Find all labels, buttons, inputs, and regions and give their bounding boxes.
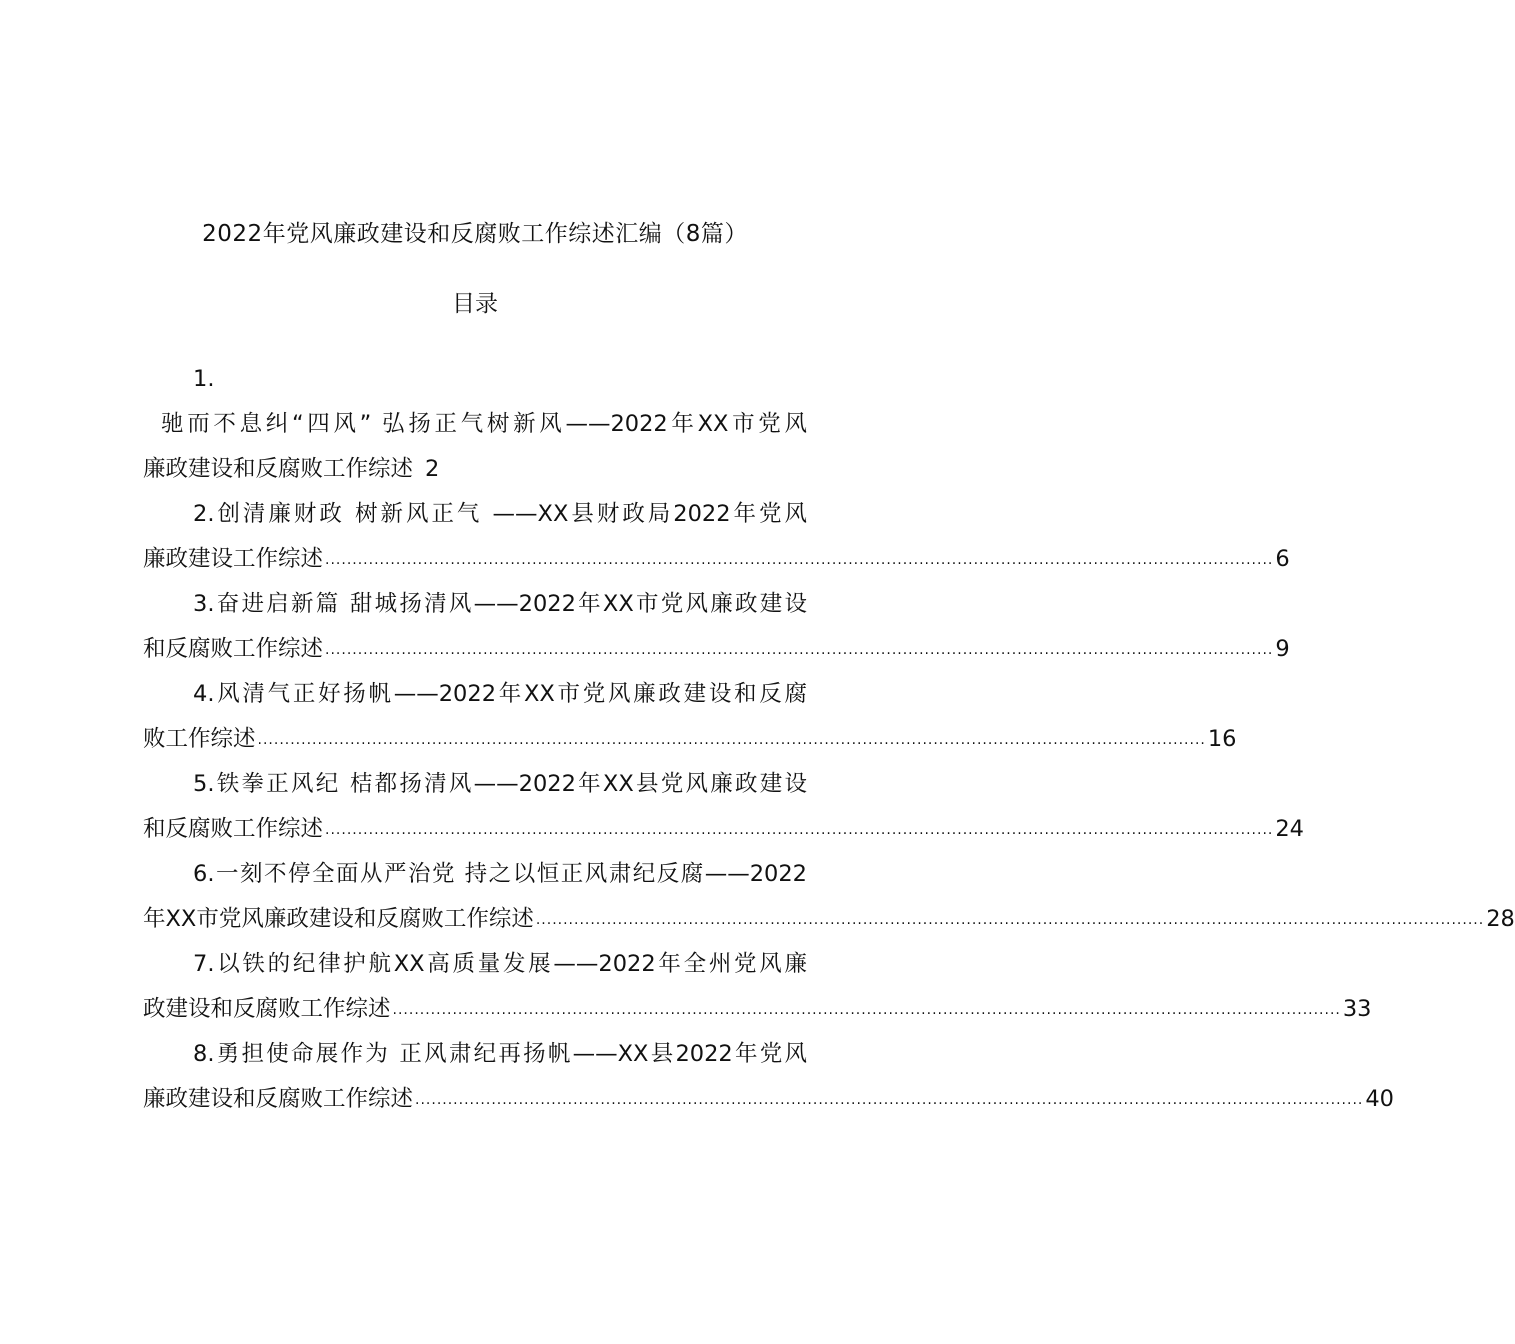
toc-entry-2[interactable] xyxy=(143,492,1290,582)
toc-entry-title-text: 政建设和反腐败工作综述 xyxy=(143,996,391,1022)
toc-entry-6[interactable] xyxy=(143,852,1515,942)
toc-entry-1[interactable] xyxy=(143,357,807,492)
toc-entry-5[interactable] xyxy=(143,762,1304,852)
document-title: 2022年党风廉政建设和反腐败工作综述汇编（8篇） xyxy=(202,221,748,247)
toc-entry-title-text: 年XX市党风廉政建设和反腐败工作综述 xyxy=(143,906,534,932)
toc-entry-page-number: 28 xyxy=(1486,906,1515,932)
toc-dot-leader: .............................................................................................................................................................................. xyxy=(325,552,1274,568)
toc-entry-page-number: 2 xyxy=(425,456,440,482)
toc-heading: 目录 xyxy=(452,291,498,317)
toc-entry-title-text: 廉政建设工作综述 xyxy=(143,546,324,572)
toc-dot-leader: .............................................................................................................................................................................. xyxy=(325,822,1274,838)
toc-dot-leader: .............................................................................................................................................................................. xyxy=(325,642,1274,658)
toc-entry-4[interactable] xyxy=(143,672,1237,762)
toc-entry-title-line1: 8.勇担使命展作为 正风肃纪再扬帆——XX县2022年党风 xyxy=(193,1041,807,1067)
toc-entry-title-line2 xyxy=(143,1077,1394,1122)
toc-entry-title-line1: 7.以铁的纪律护航XX高质量发展——2022年全州党风廉 xyxy=(193,951,807,977)
toc-entry-number: 1. xyxy=(193,366,215,392)
toc-entry-title-line2 xyxy=(143,897,1515,942)
toc-entry-page-number: 16 xyxy=(1207,726,1237,752)
toc-entry-title-line1: 6.一刻不停全面从严治党 持之以恒正风肃纪反腐——2022 xyxy=(193,861,807,887)
toc-entry-title-line2 xyxy=(143,537,1290,582)
toc-entry-title-line2 xyxy=(143,447,807,492)
toc-entry-title-text: 和反腐败工作综述 xyxy=(143,816,324,842)
toc-entry-title-line2 xyxy=(143,987,1372,1032)
toc-entry-title-line1: 驰而不息纠“四风” 弘扬正气树新风——2022年XX市党风 xyxy=(161,411,807,437)
toc-entry-title-line1: 3.奋进启新篇 甜城扬清风——2022年XX市党风廉政建设 xyxy=(193,591,807,617)
toc-dot-leader: .............................................................................................................................................................................. xyxy=(415,1092,1364,1108)
toc-entry-title-line1: 5.铁拳正风纪 桔都扬清风——2022年XX县党风廉政建设 xyxy=(193,771,807,797)
toc-entry-page-number: 24 xyxy=(1275,816,1304,842)
toc-dot-leader: .............................................................................................................................................................................. xyxy=(257,732,1206,748)
toc-entry-page-number: 33 xyxy=(1342,996,1372,1022)
toc-entry-title-line1: 4.风清气正好扬帆——2022年XX市党风廉政建设和反腐 xyxy=(193,681,807,707)
toc-entry-3[interactable] xyxy=(143,582,1290,672)
toc-entry-page-number: 40 xyxy=(1365,1086,1394,1112)
toc-entry-title-line2 xyxy=(143,717,1237,762)
toc-entry-title-text: 败工作综述 xyxy=(143,726,256,752)
toc-entry-title-line1: 2.创清廉财政 树新风正气 ——XX县财政局2022年党风 xyxy=(193,501,807,527)
toc-entry-title-text: 和反腐败工作综述 xyxy=(143,636,324,662)
toc-dot-leader: .............................................................................................................................................................................. xyxy=(535,912,1485,928)
toc-entry-title-text: 廉政建设和反腐败工作综述 xyxy=(143,456,414,482)
table-of-contents xyxy=(143,357,1515,1122)
toc-entry-page-number: 6 xyxy=(1275,546,1290,572)
toc-entry-title-text: 廉政建设和反腐败工作综述 xyxy=(143,1086,414,1112)
toc-entry-title-line2 xyxy=(143,627,1290,672)
toc-entry-7[interactable] xyxy=(143,942,1372,1032)
toc-entry-title-line2 xyxy=(143,807,1304,852)
toc-entry-page-number: 9 xyxy=(1275,636,1290,662)
toc-entry-8[interactable] xyxy=(143,1032,1394,1122)
toc-dot-leader: .............................................................................................................................................................................. xyxy=(392,1002,1341,1018)
